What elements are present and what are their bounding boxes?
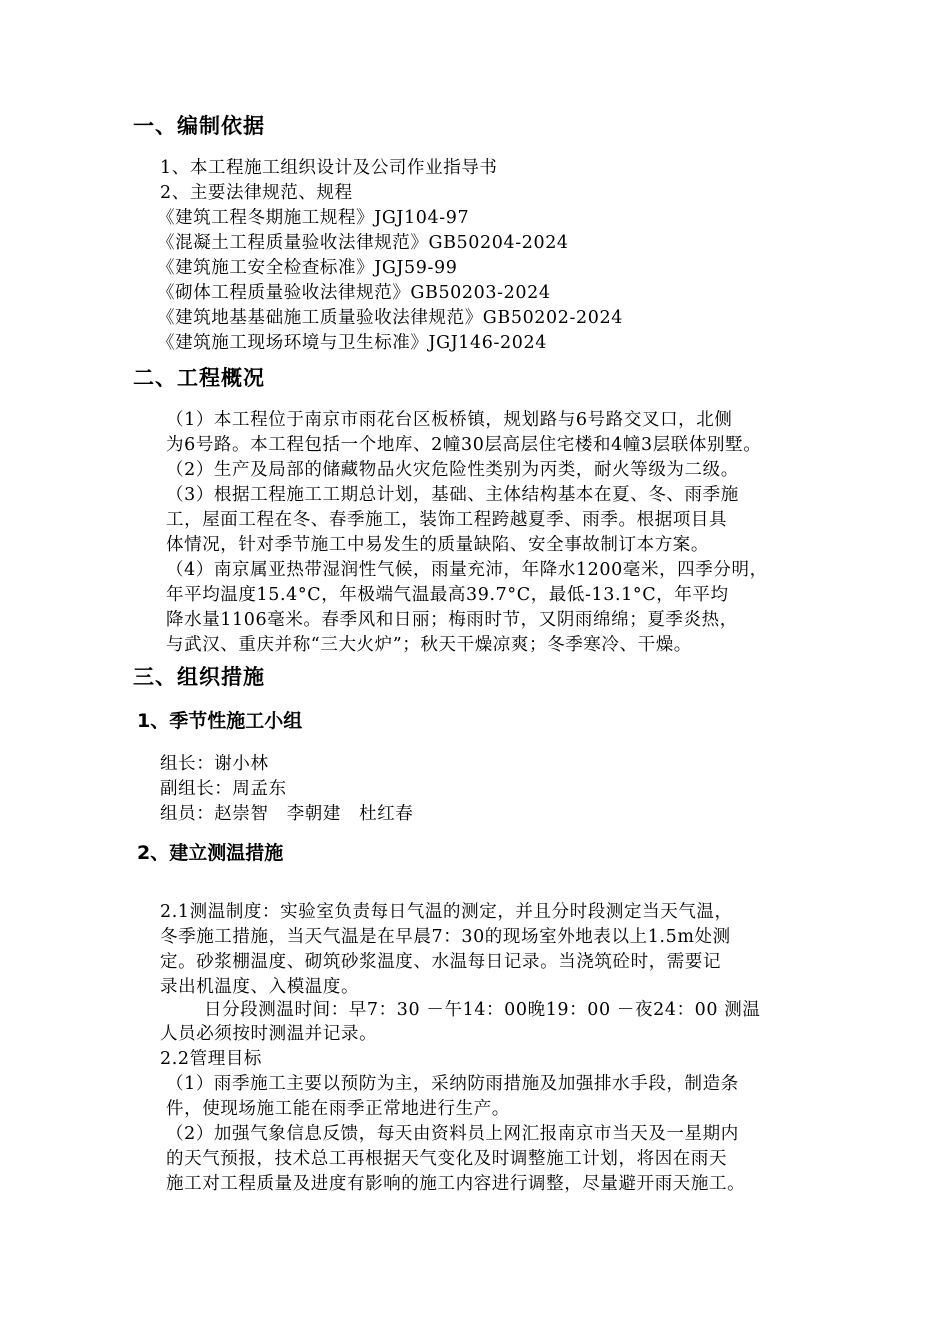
temperature-line: 2.2管理目标 — [160, 1049, 263, 1069]
overview-line: 体情况，针对季节施工中易发生的质量缺陷、安全事故制订本方案。 — [166, 535, 709, 555]
basis-line: 1、本工程施工组织设计及公司作业指导书 — [160, 158, 498, 178]
overview-line: 与武汉、重庆并称“三大火炉”；秋天干燥凉爽；冬季寒冷、干燥。 — [166, 635, 692, 655]
temperature-line: 的天气预报，技术总工再根据天气变化及时调整施工计划，将因在雨天 — [166, 1149, 728, 1169]
temperature-line: 施工对工程质量及进度有影响的施工内容进行调整，尽量避开雨天施工。 — [166, 1174, 746, 1194]
overview-line: （2）生产及局部的储藏物品火灾危险性类别为丙类，耐火等级为二级。 — [166, 460, 739, 480]
temperature-line: 定。砂浆棚温度、砌筑砂浆温度、水温每日记录。当浇筑砼时，需要记 — [160, 952, 722, 972]
section-heading-overview: 二、工程概况 — [133, 366, 265, 390]
team-line: 组员：赵崇智 李朝建 杜红春 — [160, 804, 414, 824]
team-line: 组长：谢小林 — [160, 754, 269, 774]
temperature-line: （1）雨季施工主要以预防为主，采纳防雨措施及加强排水手段，制造条 — [166, 1074, 739, 1094]
basis-line: 《建筑施工现场环境与卫生标准》JGJ146-2024 — [157, 333, 547, 353]
temperature-line: 录出机温度、入模温度。 — [160, 977, 360, 997]
subsection-heading-team: 1、季节性施工小组 — [137, 710, 303, 732]
team-line: 副组长：周孟东 — [160, 779, 287, 799]
basis-line: 《建筑地基基础施工质量验收法律规范》GB50202-2024 — [157, 308, 623, 328]
temperature-line: 冬季施工措施，当天气温是在早晨7：30的现场室外地表以上1.5m处测 — [160, 927, 731, 947]
basis-line: 《混凝土工程质量验收法律规范》GB50204-2024 — [157, 233, 569, 253]
temperature-line: 2.1测温制度：实验室负责每日气温的测定，并且分时段测定当天气温， — [160, 902, 733, 922]
overview-line: （3）根据工程施工工期总计划，基础、主体结构基本在夏、冬、雨季施 — [166, 485, 739, 505]
section-heading-basis: 一、编制依据 — [133, 114, 265, 138]
section-heading-organization: 三、组织措施 — [133, 665, 265, 689]
overview-line: 降水量1106毫米。春季风和日丽；梅雨时节，又阴雨绵绵；夏季炎热， — [166, 610, 738, 630]
subsection-heading-temperature: 2、建立测温措施 — [137, 842, 284, 864]
temperature-line: （2）加强气象信息反馈，每天由资料员上网汇报南京市当天及一星期内 — [166, 1124, 739, 1144]
temperature-line: 日分段测温时间：早7：30 －午14：00晚19：00 －夜24：00 测温 — [204, 1000, 761, 1020]
basis-line: 2、主要法律规范、规程 — [160, 183, 353, 203]
overview-line: （1）本工程位于南京市雨花台区板桥镇，规划路与6号路交叉口，北侧 — [166, 410, 733, 430]
overview-line: （4）南京属亚热带湿润性气候，雨量充沛，年降水1200毫米，四季分明， — [166, 560, 768, 580]
basis-line: 《建筑施工安全检查标准》JGJ59-99 — [157, 258, 458, 278]
overview-line: 年平均温度15.4°C，年极端气温最高39.7°C，最低-13.1°C，年平均 — [166, 585, 729, 605]
basis-line: 《砌体工程质量验收法律规范》GB50203-2024 — [157, 283, 551, 303]
temperature-line: 人员必须按时测温并记录。 — [160, 1024, 378, 1044]
temperature-line: 件，使现场施工能在雨季正常地进行生产。 — [166, 1099, 510, 1119]
overview-line: 工，屋面工程在冬、春季施工，装饰工程跨越夏季、雨季。根据项目具 — [166, 510, 728, 530]
overview-line: 为6号路。本工程包括一个地库、2幢30层高层住宅楼和4幢3层联体别墅。 — [166, 435, 762, 455]
basis-line: 《建筑工程冬期施工规程》JGJ104-97 — [157, 208, 470, 228]
